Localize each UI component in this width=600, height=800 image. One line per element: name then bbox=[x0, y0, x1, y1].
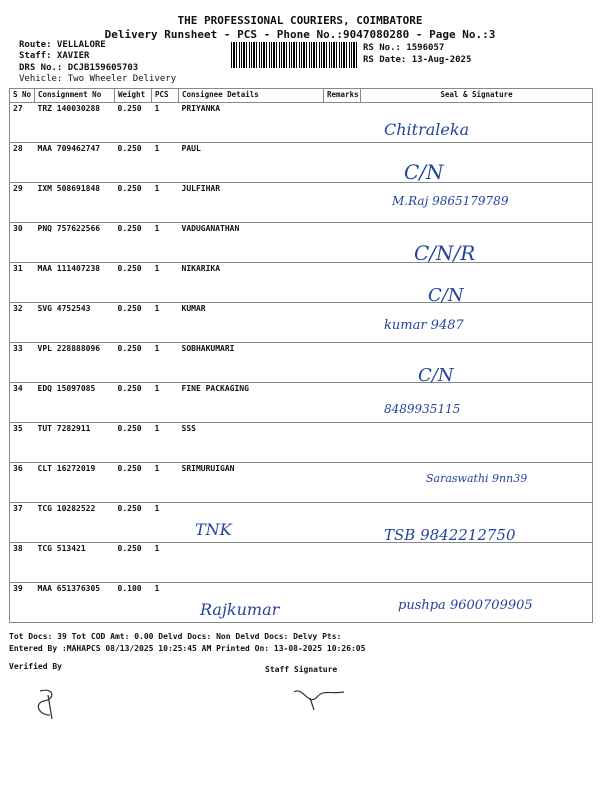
table-row bbox=[10, 383, 593, 423]
cell-sno: 37 bbox=[10, 503, 35, 543]
cell-weight: 0.250 bbox=[115, 423, 152, 463]
cell-remarks bbox=[324, 543, 361, 583]
cell-cons: VPL 228888096 bbox=[35, 343, 115, 383]
signature-36: Saraswathi 9nn39 bbox=[426, 472, 528, 485]
cell-pcs: 1 bbox=[152, 223, 179, 263]
cell-cons: TUT 7282911 bbox=[35, 423, 115, 463]
entered-by-line: Entered By :MAHAPCS 08/13/2025 10:25:45 AM Printed On: 13-08-2025 10:26:05 bbox=[9, 644, 366, 653]
table-row bbox=[10, 423, 593, 463]
cell-weight: 0.250 bbox=[115, 463, 152, 503]
cell-remarks bbox=[324, 503, 361, 543]
staff-signature-mark bbox=[290, 682, 350, 712]
signature-27: Chitraleka bbox=[384, 120, 470, 139]
cell-signature bbox=[361, 263, 593, 303]
cell-sno: 30 bbox=[10, 223, 35, 263]
cell-weight: 0.250 bbox=[115, 223, 152, 263]
cell-weight: 0.250 bbox=[115, 103, 152, 143]
company-title: THE PROFESSIONAL COURIERS, COIMBATORE bbox=[177, 14, 423, 27]
col-weight: Weight bbox=[115, 89, 152, 103]
cell-cons: IXM 508691848 bbox=[35, 183, 115, 223]
cell-pcs: 1 bbox=[152, 263, 179, 303]
cell-sno: 34 bbox=[10, 383, 35, 423]
signature-33: C/N bbox=[418, 365, 454, 386]
col-signature: Seal & Signature bbox=[361, 89, 593, 103]
col-pcs: PCS bbox=[152, 89, 179, 103]
cell-remarks bbox=[324, 423, 361, 463]
cell-pcs: 1 bbox=[152, 583, 179, 623]
cell-sno: 39 bbox=[10, 583, 35, 623]
col-remarks: Remarks bbox=[324, 89, 361, 103]
cell-weight: 0.250 bbox=[115, 303, 152, 343]
table-row bbox=[10, 343, 593, 383]
cell-pcs: 1 bbox=[152, 543, 179, 583]
cell-sno: 27 bbox=[10, 103, 35, 143]
table-row bbox=[10, 223, 593, 263]
col-consignee: Consignee Details bbox=[179, 89, 324, 103]
route-label: Route: VELLALORE bbox=[19, 40, 106, 50]
signature-31: C/N bbox=[428, 285, 464, 306]
cell-signature bbox=[361, 423, 593, 463]
cell-remarks bbox=[324, 183, 361, 223]
cell-remarks bbox=[324, 223, 361, 263]
signature-28: C/N bbox=[404, 160, 444, 184]
cell-cons: EDQ 15097085 bbox=[35, 383, 115, 423]
cell-signature bbox=[361, 143, 593, 183]
cell-name: SOBHAKUMARI bbox=[179, 343, 324, 383]
table-row bbox=[10, 143, 593, 183]
cell-name: SRIMURUIGAN bbox=[179, 463, 324, 503]
consignee-handwriting-39: Rajkumar bbox=[200, 600, 280, 619]
cell-name bbox=[179, 543, 324, 583]
cell-name: FINE PACKAGING bbox=[179, 383, 324, 423]
cell-name: VADUGANATHAN bbox=[179, 223, 324, 263]
cell-name: PRIYANKA bbox=[179, 103, 324, 143]
totals-line: Tot Docs: 39 Tot COD Amt: 0.00 Delvd Docs: Non Delvd Docs: Delvy Pts: bbox=[9, 632, 342, 641]
cell-name: KUMAR bbox=[179, 303, 324, 343]
cell-signature bbox=[361, 343, 593, 383]
col-sno: S No bbox=[10, 89, 35, 103]
cell-weight: 0.250 bbox=[115, 263, 152, 303]
cell-name: NIKARIKA bbox=[179, 263, 324, 303]
cell-pcs: 1 bbox=[152, 103, 179, 143]
cell-name: PAUL bbox=[179, 143, 324, 183]
signature-30: C/N/R bbox=[414, 241, 476, 265]
drs-number: DRS No.: DCJB159605703 bbox=[19, 63, 139, 73]
cell-sno: 33 bbox=[10, 343, 35, 383]
cell-pcs: 1 bbox=[152, 183, 179, 223]
cell-pcs: 1 bbox=[152, 143, 179, 183]
cell-signature bbox=[361, 223, 593, 263]
cell-name: SSS bbox=[179, 423, 324, 463]
signature-37: TSB 9842212750 bbox=[384, 526, 516, 544]
cell-cons: TCG 10282522 bbox=[35, 503, 115, 543]
verifier-signature-mark bbox=[30, 685, 70, 721]
cell-sno: 38 bbox=[10, 543, 35, 583]
cell-weight: 0.100 bbox=[115, 583, 152, 623]
cell-sno: 31 bbox=[10, 263, 35, 303]
cell-cons: TRZ 140030288 bbox=[35, 103, 115, 143]
cell-cons: SVG 4752543 bbox=[35, 303, 115, 343]
cell-remarks bbox=[324, 583, 361, 623]
cell-signature bbox=[361, 543, 593, 583]
cell-pcs: 1 bbox=[152, 383, 179, 423]
cell-sno: 32 bbox=[10, 303, 35, 343]
verified-by-label: Verified By bbox=[9, 662, 62, 671]
cell-cons: MAA 709462747 bbox=[35, 143, 115, 183]
cell-pcs: 1 bbox=[152, 303, 179, 343]
cell-remarks bbox=[324, 303, 361, 343]
cell-remarks bbox=[324, 143, 361, 183]
table-row bbox=[10, 543, 593, 583]
cell-weight: 0.250 bbox=[115, 183, 152, 223]
table-row bbox=[10, 303, 593, 343]
table-row bbox=[10, 103, 593, 143]
cell-pcs: 1 bbox=[152, 423, 179, 463]
cell-name: JULFIHAR bbox=[179, 183, 324, 223]
barcode-image bbox=[231, 42, 357, 68]
signature-39: pushpa 9600709905 bbox=[398, 598, 533, 613]
cell-weight: 0.250 bbox=[115, 383, 152, 423]
cell-cons: MAA 111407238 bbox=[35, 263, 115, 303]
cell-weight: 0.250 bbox=[115, 543, 152, 583]
cell-cons: TCG 513421 bbox=[35, 543, 115, 583]
cell-cons: CLT 16272019 bbox=[35, 463, 115, 503]
cell-sno: 35 bbox=[10, 423, 35, 463]
cell-remarks bbox=[324, 343, 361, 383]
rs-number: RS No.: 1596057 bbox=[363, 43, 445, 53]
cell-weight: 0.250 bbox=[115, 343, 152, 383]
table-row bbox=[10, 263, 593, 303]
runsheet-subtitle: Delivery Runsheet - PCS - Phone No.:9047080280 - Page No.:3 bbox=[104, 28, 496, 41]
signature-34: 8489935115 bbox=[384, 402, 461, 416]
cell-sno: 29 bbox=[10, 183, 35, 223]
cell-pcs: 1 bbox=[152, 503, 179, 543]
cell-sno: 28 bbox=[10, 143, 35, 183]
rs-date: RS Date: 13-Aug-2025 bbox=[363, 55, 472, 65]
col-consignment: Consignment No bbox=[35, 89, 115, 103]
cell-remarks bbox=[324, 103, 361, 143]
cell-pcs: 1 bbox=[152, 463, 179, 503]
cell-remarks bbox=[324, 383, 361, 423]
cell-sno: 36 bbox=[10, 463, 35, 503]
staff-label: Staff: XAVIER bbox=[19, 51, 90, 61]
cell-weight: 0.250 bbox=[115, 143, 152, 183]
cell-pcs: 1 bbox=[152, 343, 179, 383]
cell-cons: PNQ 757622566 bbox=[35, 223, 115, 263]
consignee-handwriting-37: TNK bbox=[195, 520, 232, 539]
signature-32: kumar 9487 bbox=[384, 318, 464, 333]
staff-signature-label: Staff Signature bbox=[265, 665, 338, 674]
cell-remarks bbox=[324, 263, 361, 303]
table-header-row bbox=[10, 89, 593, 103]
cell-cons: MAA 651376305 bbox=[35, 583, 115, 623]
cell-weight: 0.250 bbox=[115, 503, 152, 543]
cell-remarks bbox=[324, 463, 361, 503]
vehicle-label: Vehicle: Two Wheeler Delivery bbox=[19, 74, 177, 84]
signature-29: M.Raj 9865179789 bbox=[392, 194, 509, 208]
